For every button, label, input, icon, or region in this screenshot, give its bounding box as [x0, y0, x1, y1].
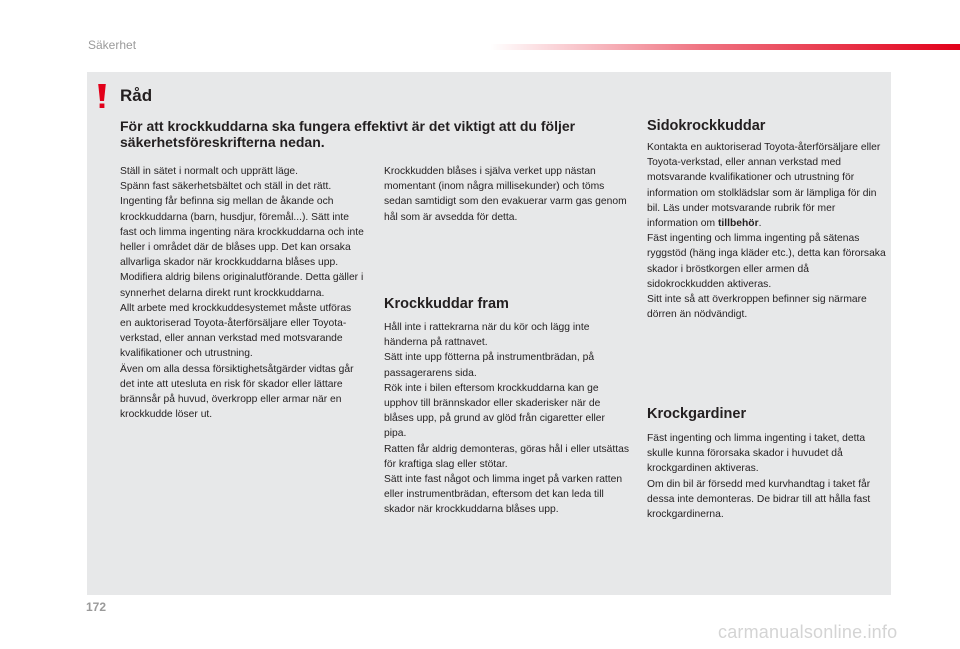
accessories-term: tillbehör: [717, 218, 759, 230]
watermark: carmanualsonline.info: [718, 622, 898, 642]
intro-heading: För att krockkuddarna ska fungera effektivt är det viktigt att du följer säkerhetsföreskrifterna nedan.: [120, 118, 576, 150]
panel-title: Råd: [120, 86, 153, 105]
side-airbags-text: [647, 140, 887, 322]
side-airbags-text-part1: Kontakta en auktoriserad Toyota-återförsäljare eller Toyota-verkstad, eller annan verkstad med motsvarande kvalifikationer och utrustning för information om stolklädslar som är lämpliga för din bil. Läs under motsvarande rubrik för mer information om: [647, 142, 881, 230]
inflation-info-text: Krockkudden blåses i själva verket upp nästan momentant (inom några millisekunder) och töms sedan samtidigt som den evakuerar varm gas genom hål som är avsedda för detta.: [384, 166, 627, 223]
page-number: 172: [86, 600, 107, 614]
general-advice-text: Ställ in sätet i normalt och upprätt läge. Spänn fast säkerhetsbältet och ställ in det rätt. Ingenting får befinna sig mellan de åkande och krockkuddarna (barn, husdjur, föremål...). Sätt inte fast och limma ingenting nära krockkuddarna och inte heller i området där de blåses upp. Det kan orsaka allvarliga skador när krockkuddarna blåses upp. Modifiera aldrig bilens originalutförande. Detta gäller i synnerhet delarna direkt runt krockkuddarna. Allt arbete med krockkuddesystemet måste utföras en auktoriserad Toyota-återförsäljare eller Toyota-verkstad, eller annan verkstad med motsvarande kvalifikationer och utrustning. Även om alla dessa försiktighetsåtgärder vidtas går det inte att utesluta en risk för skador eller lättare brännsår på huvud, överkropp eller armar när en krockkudde löser ut.: [120, 166, 364, 421]
side-airbags-text-part2: . Fäst ingenting och limma ingenting på sätenas ryggstöd (häng inga kläder etc.), detta kan förorsaka skador i bröstkorgen eller armen då sidokrockkudden aktiveras. Sitt inte så att överkroppen befinner sig närmare dörren än nödvändigt.: [647, 218, 886, 321]
curtain-airbags-text: Fäst ingenting och limma ingenting i taket, detta skulle kunna förorsaka skador i huvudet då krockgardinen aktiveras. Om din bil är försedd med kurvhandtag i taket får dessa inte demonteras. De bidrar till att hålla fast krockgardinerna.: [647, 433, 871, 521]
section-title: Säkerhet: [88, 38, 137, 52]
exclamation-icon: [96, 83, 108, 109]
side-airbags-heading: Sidokrockkuddar: [647, 118, 766, 134]
front-airbags-heading: Krockkuddar fram: [384, 296, 509, 312]
front-airbags-text: Håll inte i rattekrarna när du kör och lägg inte händerna på rattnavet. Sätt inte upp fötterna på instrumentbrädan, på passagerarens sida. Rök inte i bilen eftersom krockkuddarna kan ge upphov till brännskador eller skaderisker när de blåses upp, på grund av glöd från cigaretter eller pipa. Ratten får aldrig demonteras, göras hål i eller utsättas för kraftiga slag eller stötar. Sätt inte fast något och limma inget på varken ratten eller instrumentbrädan, eftersom det kan leda till skador när krockkuddarna blåses upp.: [384, 322, 629, 516]
curtain-airbags-heading: Krockgardiner: [647, 406, 747, 422]
header-accent-bar: [490, 44, 960, 50]
